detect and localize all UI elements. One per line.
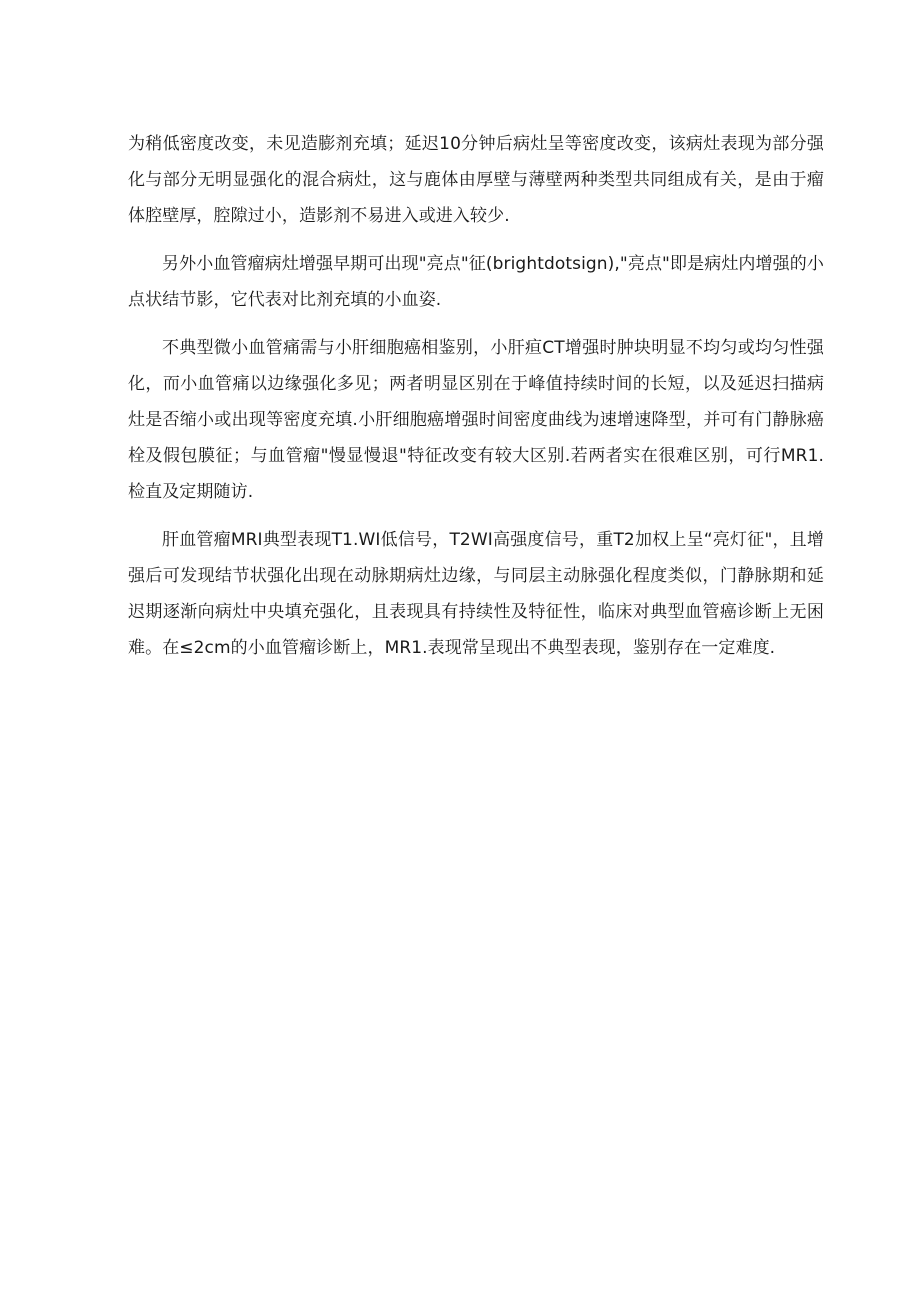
paragraph-mri-findings: 肝血管瘤MRI典型表现T1.WI低信号，T2WI高强度信号，重T2加权上呈“亮灯征"，且增强后可发现结节状强化出现在动脉期病灶边缘，与同层主动脉强化程度类似，门静脉期和延迟期逐渐向病灶中央填充强化，且表现具有持续性及特征性，临床对典型血管癌诊断上无困难。在≤2cm的小血管瘤诊断上，MR1.表现常呈现出不典型表现，鉴别存在一定难度. xyxy=(128,530,824,658)
paragraph-continuation: 为稍低密度改变，未见造膨剂充填；延迟10分钟后病灶呈等密度改变，该病灶表现为部分强化与部分无明显强化的混合病灶，这与鹿体由厚壁与薄壁两种类型共同组成有关，是由于瘤体腔壁厚，腔隙过小，造影剂不易进入或进入较少. xyxy=(128,134,824,226)
paragraph-bright-dot-sign: 另外小血管瘤病灶增强早期可出现"亮点"征(brightdotsign),"亮点"即是病灶内增强的小点状结节影，它代表对比剂充填的小血姿. xyxy=(128,254,824,310)
document-body xyxy=(128,126,824,678)
paragraph-differential-diagnosis: 不典型微小血管痛需与小肝细胞癌相鉴别，小肝疸CT增强时肿块明显不均匀或均匀性强化，而小血管痛以边缘强化多见；两者明显区别在于峰值持续时间的长短，以及延迟扫描病灶是否缩小或出现等密度充填.小肝细胞癌增强时间密度曲线为速增速降型，并可有门静脉癌栓及假包膜征；与血管瘤"慢显慢退"特征改变有较大区别.若两者实在很难区别，可行MR1.检直及定期随访. xyxy=(128,338,824,502)
